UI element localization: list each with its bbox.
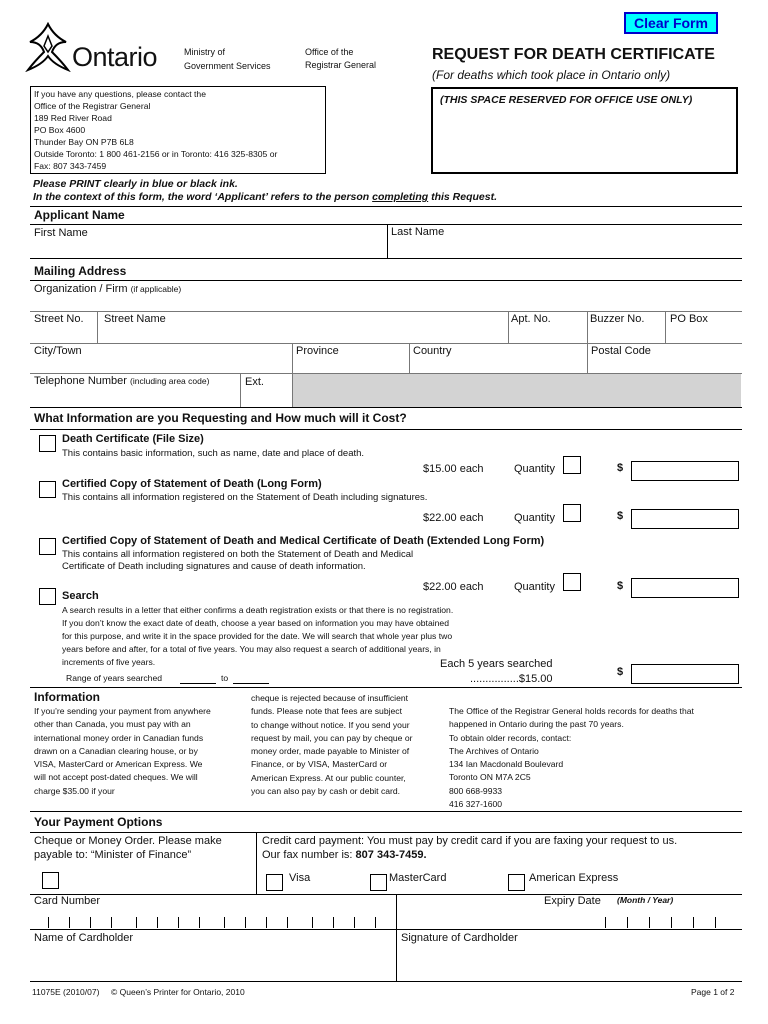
info-line: you can also pay by cash or debit card. bbox=[251, 786, 401, 797]
contact-line: Office of the Registrar General bbox=[34, 101, 151, 111]
street-name-label: Street Name bbox=[104, 313, 166, 325]
organization-note: (if applicable) bbox=[130, 284, 182, 294]
death-certificate-checkbox[interactable] bbox=[39, 435, 56, 452]
province-field[interactable] bbox=[293, 344, 408, 372]
digit-tick bbox=[715, 917, 716, 928]
applicant-definition-b: completing bbox=[372, 191, 429, 203]
death-certificate-amount[interactable] bbox=[631, 461, 739, 481]
digit-tick bbox=[312, 917, 313, 928]
trillium-logo-icon bbox=[24, 22, 72, 72]
buzzer-no-field[interactable] bbox=[588, 312, 664, 342]
organization-field[interactable] bbox=[30, 281, 740, 310]
dollar-sign: $ bbox=[617, 510, 624, 522]
postal-code-field[interactable] bbox=[588, 344, 740, 372]
info-line: funds. Please note that fees are subject bbox=[251, 706, 402, 717]
office-line-2: Registrar General bbox=[305, 60, 377, 70]
ministry-line-2: Government Services bbox=[184, 61, 271, 71]
ministry-line-1: Ministry of bbox=[184, 47, 226, 57]
quantity-label: Quantity bbox=[514, 581, 555, 593]
information-heading: Information bbox=[34, 690, 100, 704]
country-field[interactable] bbox=[410, 344, 586, 372]
digit-tick bbox=[136, 917, 137, 928]
search-checkbox[interactable] bbox=[39, 588, 56, 605]
street-no-field[interactable] bbox=[30, 312, 96, 342]
information-col-1 bbox=[34, 705, 246, 798]
info-line: To obtain older records, contact: bbox=[449, 732, 572, 743]
digit-tick bbox=[287, 917, 288, 928]
credit-card-note: Credit card payment: You must pay by credit card if you are faxing your request to us. bbox=[262, 835, 678, 847]
cheque-line-1: Cheque or Money Order. Please make bbox=[34, 835, 222, 847]
first-name-field[interactable] bbox=[30, 225, 386, 257]
years-to-field[interactable] bbox=[233, 672, 269, 684]
search-amount[interactable] bbox=[631, 664, 739, 684]
cardholder-name-label: Name of Cardholder bbox=[34, 932, 134, 944]
long-form-amount[interactable] bbox=[631, 509, 739, 529]
contact-line: If you have any questions, please contact the bbox=[34, 89, 206, 99]
fax-number bbox=[262, 849, 427, 861]
country-label: Country bbox=[413, 345, 452, 357]
extended-long-form-quantity[interactable] bbox=[563, 573, 581, 591]
long-form-checkbox[interactable] bbox=[39, 481, 56, 498]
info-line: money order, made payable to Minister of bbox=[251, 746, 410, 757]
po-box-label: PO Box bbox=[670, 313, 708, 325]
contact-line: PO Box 4600 bbox=[34, 125, 86, 135]
print-instruction: Please PRINT clearly in blue or black ink. bbox=[33, 178, 238, 190]
info-line: The Office of the Registrar General holds records for deaths that bbox=[449, 706, 694, 716]
contact-line: 189 Red River Road bbox=[34, 113, 112, 123]
info-line: drawn on a Canadian clearing house, or by bbox=[34, 745, 198, 756]
cheque-checkbox[interactable] bbox=[42, 872, 59, 889]
contact-line: Fax: 807 343-7459 bbox=[34, 161, 107, 171]
extended-long-form-checkbox[interactable] bbox=[39, 538, 56, 555]
po-box-field[interactable] bbox=[666, 312, 740, 342]
street-name-field[interactable] bbox=[98, 312, 507, 342]
mastercard-checkbox[interactable] bbox=[370, 874, 387, 891]
last-name-label: Last Name bbox=[391, 226, 445, 238]
apt-no-field[interactable] bbox=[509, 312, 586, 342]
info-line: American Express. At our public counter, bbox=[251, 772, 406, 783]
form-subtitle: (For deaths which took place in Ontario only) bbox=[432, 68, 671, 82]
info-line: 134 Ian Macdonald Boulevard bbox=[449, 759, 564, 770]
death-certificate-title: Death Certificate (File Size) bbox=[62, 433, 204, 445]
office-use-label: (THIS SPACE RESERVED FOR OFFICE USE ONLY) bbox=[440, 94, 693, 106]
digit-tick bbox=[627, 917, 628, 928]
years-to-label: to bbox=[221, 673, 229, 683]
search-price: ................$15.00 bbox=[470, 673, 553, 685]
fax-value: 807 343-7459. bbox=[355, 849, 427, 861]
digit-tick bbox=[224, 917, 225, 928]
ext-field[interactable] bbox=[241, 388, 291, 406]
info-line: 416 327-1600 bbox=[449, 799, 503, 810]
info-line: Toronto ON M7A 2C5 bbox=[449, 772, 531, 783]
contact-line: Thunder Bay ON P7B 6L8 bbox=[34, 137, 134, 147]
extended-long-form-desc-1: This contains all information registered on both the Statement of Death and Medical bbox=[62, 549, 414, 560]
card-number-field[interactable] bbox=[30, 909, 394, 929]
info-line: other than Canada, you must pay with an bbox=[34, 719, 191, 730]
digit-tick bbox=[111, 917, 112, 928]
organization-text: Organization / Firm bbox=[34, 283, 128, 295]
digit-tick bbox=[157, 917, 158, 928]
digit-tick bbox=[69, 917, 70, 928]
first-name-label: First Name bbox=[34, 227, 88, 239]
telephone-label bbox=[34, 375, 209, 387]
mastercard-label: MasterCard bbox=[389, 872, 447, 884]
request-heading: What Information are you Requesting and How much will it Cost? bbox=[34, 411, 407, 425]
info-line: will not accept post-dated cheques. We will bbox=[34, 772, 198, 783]
search-desc-line: for this purpose, and write it in the space provided for the date. We will search that whole year plus two bbox=[62, 631, 453, 641]
digit-tick bbox=[605, 917, 606, 928]
digit-tick bbox=[245, 917, 246, 928]
province-label: Province bbox=[296, 345, 339, 357]
long-form-desc: This contains all information registered on the Statement of Death including signatures. bbox=[62, 492, 428, 503]
ontario-wordmark: Ontario bbox=[72, 42, 158, 72]
copyright: © Queen’s Printer for Ontario, 2010 bbox=[111, 987, 245, 997]
each-5-years-label: Each 5 years searched bbox=[440, 658, 553, 670]
info-line: cheque is rejected because of insufficient bbox=[251, 693, 409, 703]
death-certificate-quantity[interactable] bbox=[563, 456, 581, 474]
extended-long-form-price: $22.00 each bbox=[423, 581, 484, 593]
digit-tick bbox=[693, 917, 694, 928]
amex-label: American Express bbox=[529, 872, 619, 884]
death-certificate-price: $15.00 each bbox=[423, 463, 484, 475]
info-line: Finance, or by VISA, MasterCard or bbox=[251, 759, 388, 770]
clear-form-label: Clear Form bbox=[634, 15, 708, 31]
info-line: to change without notice. If you send your bbox=[251, 719, 410, 730]
city-field[interactable] bbox=[30, 344, 291, 372]
long-form-price: $22.00 each bbox=[423, 512, 484, 524]
long-form-quantity[interactable] bbox=[563, 504, 581, 522]
visa-label: Visa bbox=[289, 872, 311, 884]
dollar-sign: $ bbox=[617, 462, 624, 474]
search-desc-line: A search results in a letter that either confirms a death registration exists or that there is no registration. bbox=[62, 605, 454, 615]
info-line: If you’re sending your payment from anywhere bbox=[34, 706, 211, 716]
years-from-field[interactable] bbox=[180, 672, 216, 684]
office-use-box bbox=[431, 87, 738, 174]
digit-tick bbox=[333, 917, 334, 928]
ext-label: Ext. bbox=[245, 376, 264, 388]
digit-tick bbox=[649, 917, 650, 928]
info-line: VISA, MasterCard or American Express. We bbox=[34, 759, 203, 770]
mailing-address-heading: Mailing Address bbox=[34, 264, 127, 278]
search-title: Search bbox=[62, 590, 99, 602]
signature-field[interactable] bbox=[398, 944, 740, 980]
digit-tick bbox=[375, 917, 376, 928]
extended-long-form-title: Certified Copy of Statement of Death and Medical Certificate of Death (Extended Long Form) bbox=[62, 535, 545, 547]
cheque-line-2: payable to: “Minister of Finance” bbox=[34, 849, 192, 861]
extended-long-form-desc-2: Certificate of Death including signatures and cause of death information. bbox=[62, 561, 366, 572]
search-desc-line: increments of five years. bbox=[62, 657, 156, 667]
quantity-label: Quantity bbox=[514, 512, 555, 524]
digit-tick bbox=[354, 917, 355, 928]
expiry-date-field[interactable] bbox=[600, 909, 740, 929]
search-desc-line: If you don’t know the exact date of death, choose a year based on information you may have obtained bbox=[62, 618, 449, 628]
telephone-field[interactable] bbox=[30, 388, 238, 406]
fax-label: Our fax number is: bbox=[262, 849, 356, 861]
cardholder-name-field[interactable] bbox=[30, 944, 394, 980]
payment-heading: Your Payment Options bbox=[34, 815, 163, 829]
digit-tick bbox=[178, 917, 179, 928]
signature-label: Signature of Cardholder bbox=[401, 932, 518, 944]
office-line-1: Office of the bbox=[305, 47, 354, 57]
shaded-reserved-area bbox=[292, 374, 741, 407]
last-name-field[interactable] bbox=[388, 225, 740, 257]
postal-code-label: Postal Code bbox=[591, 345, 651, 357]
telephone-text: Telephone Number bbox=[34, 375, 127, 387]
amex-checkbox[interactable] bbox=[508, 874, 525, 891]
city-label: City/Town bbox=[34, 345, 82, 357]
clear-form-button[interactable] bbox=[624, 12, 718, 34]
telephone-note: (including area code) bbox=[130, 376, 210, 386]
info-line: international money order in Canadian funds bbox=[34, 732, 204, 743]
visa-checkbox[interactable] bbox=[266, 874, 283, 891]
digit-tick bbox=[48, 917, 49, 928]
card-number-label: Card Number bbox=[34, 895, 101, 907]
buzzer-no-label: Buzzer No. bbox=[590, 313, 645, 325]
applicant-definition-c: this Request. bbox=[428, 191, 498, 203]
info-line: 800 668-9933 bbox=[449, 785, 503, 796]
extended-long-form-amount[interactable] bbox=[631, 578, 739, 598]
information-col-3 bbox=[449, 705, 741, 811]
search-desc-line: years before and after, for a total of five years. You may also request a search of additional years, in bbox=[62, 644, 441, 654]
applicant-definition-a: In the context of this form, the word ‘Applicant’ refers to the person bbox=[33, 191, 373, 203]
expiry-date-label: Expiry Date bbox=[544, 895, 601, 907]
dollar-sign: $ bbox=[617, 580, 624, 592]
information-col-2 bbox=[251, 692, 446, 798]
info-line: charge $35.00 if your bbox=[34, 785, 115, 796]
page-number: Page 1 of 2 bbox=[691, 987, 735, 997]
digit-tick bbox=[199, 917, 200, 928]
info-line: request by mail, you can pay by cheque or bbox=[251, 732, 413, 743]
long-form-title: Certified Copy of Statement of Death (Long Form) bbox=[62, 478, 322, 490]
death-certificate-desc: This contains basic information, such as name, date and place of death. bbox=[62, 448, 365, 459]
form-number: 11075E (2010/07) bbox=[32, 987, 100, 997]
digit-tick bbox=[671, 917, 672, 928]
apt-no-label: Apt. No. bbox=[511, 313, 551, 325]
years-range-label: Range of years searched bbox=[66, 673, 163, 683]
applicant-name-heading: Applicant Name bbox=[34, 208, 125, 222]
dollar-sign: $ bbox=[617, 666, 624, 678]
expiry-note: (Month / Year) bbox=[617, 895, 674, 905]
form-title: REQUEST FOR DEATH CERTIFICATE bbox=[432, 46, 715, 63]
info-line: happened in Ontario during the past 70 years. bbox=[449, 719, 624, 730]
quantity-label: Quantity bbox=[514, 463, 555, 475]
contact-box bbox=[30, 86, 326, 174]
digit-tick bbox=[90, 917, 91, 928]
digit-tick bbox=[266, 917, 267, 928]
applicant-definition bbox=[33, 191, 497, 203]
contact-line: Outside Toronto: 1 800 461-2156 or in Toronto: 416 325-8305 or bbox=[34, 149, 278, 159]
info-line: The Archives of Ontario bbox=[449, 745, 539, 756]
street-no-label: Street No. bbox=[34, 313, 84, 325]
